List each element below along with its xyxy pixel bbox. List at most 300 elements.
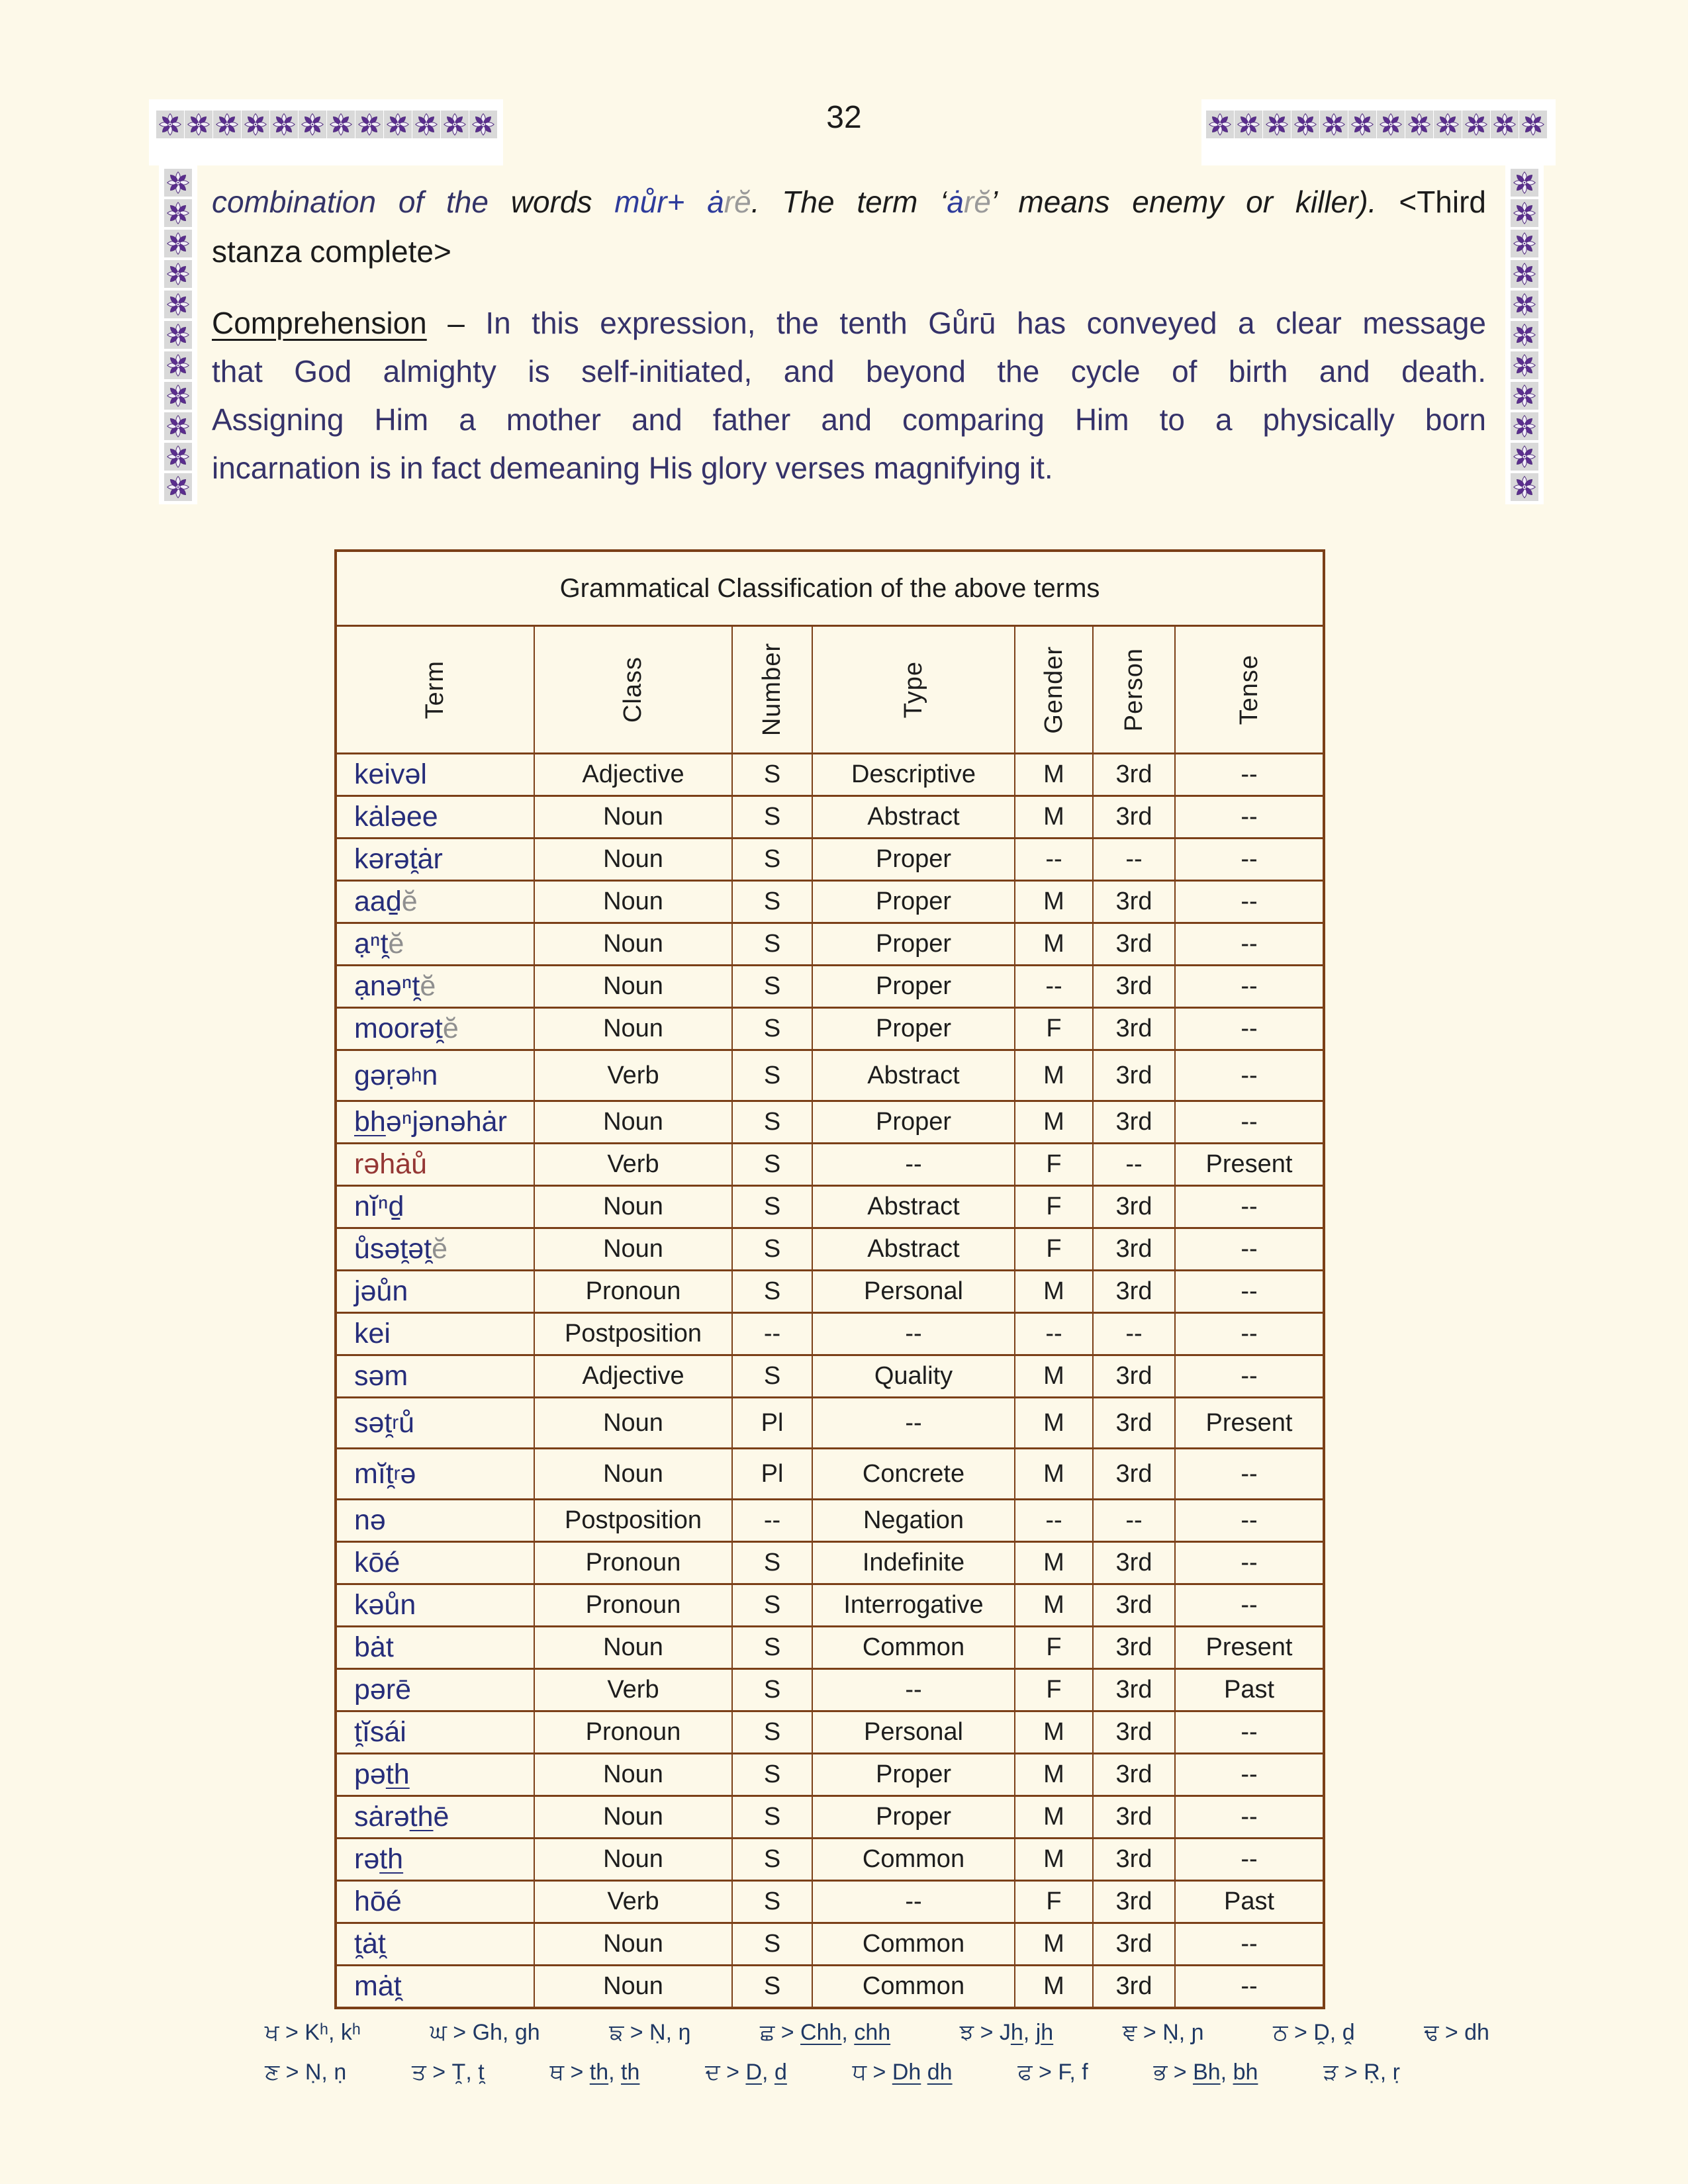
term-cell: [337, 1670, 535, 1710]
table-row: [337, 1356, 1323, 1398]
type-cell: Negation: [813, 1500, 1015, 1541]
term-cell: [337, 1585, 535, 1625]
table-row: [337, 1543, 1323, 1585]
type-cell: --: [813, 1144, 1015, 1185]
transliteration-key-row-2: [265, 2060, 1400, 2085]
table-row: [337, 1449, 1323, 1500]
number-cell: S: [733, 754, 813, 795]
class-cell: Verb: [535, 1882, 733, 1922]
column-header-term: [337, 627, 535, 752]
type-cell: --: [813, 1670, 1015, 1710]
class-cell: Noun: [535, 966, 733, 1007]
table-row: [337, 1102, 1323, 1144]
text-segment: ȧ: [707, 185, 724, 219]
number-cell: S: [733, 1966, 813, 2007]
tense-cell: --: [1241, 760, 1258, 788]
tense-cell: --: [1241, 1277, 1258, 1305]
flower-cell: [1511, 230, 1538, 257]
column-header-number: [733, 627, 813, 752]
number-cell: Pl: [733, 1398, 813, 1447]
tense-cell: --: [1241, 972, 1258, 1000]
term-segment: nə: [354, 1504, 386, 1536]
column-header-type: [813, 627, 1015, 752]
tense-cell: --: [1241, 845, 1258, 873]
term-segment: ē: [433, 1801, 449, 1833]
class-cell: Noun: [535, 1187, 733, 1227]
flower-icon: [165, 230, 191, 257]
transliteration-item: ਥ > th, th: [549, 2060, 640, 2085]
gender-cell: M: [1015, 1051, 1094, 1100]
term-cell: [337, 1009, 535, 1049]
class-cell: Verb: [535, 1670, 733, 1710]
type-cell: Proper: [813, 966, 1015, 1007]
number-cell: S: [733, 1585, 813, 1625]
text-segment: rĕ: [724, 185, 751, 219]
transliteration-item: ਠ > Ḓ, ḓ: [1273, 2020, 1355, 2045]
dash: –: [426, 306, 486, 340]
flower-cell: [164, 291, 192, 318]
type-cell: Concrete: [813, 1449, 1015, 1498]
text-segment: combination of the: [212, 185, 511, 219]
term-segment: ĕ: [420, 970, 436, 1002]
person-cell: 3rd: [1094, 1187, 1176, 1227]
term-cell: [337, 1187, 535, 1227]
class-cell: Noun: [535, 924, 733, 964]
table-row: [337, 1627, 1323, 1670]
flower-cell: [1511, 382, 1538, 410]
flower-cell: [1511, 443, 1538, 471]
term-segment: pərē: [354, 1674, 412, 1706]
table-row: [337, 1009, 1323, 1051]
tense-cell: Past: [1223, 1888, 1275, 1915]
term-segment: th: [379, 1843, 404, 1875]
paragraph-comprehension: [212, 299, 1486, 492]
flower-icon: [1511, 352, 1538, 379]
person-cell: 3rd: [1094, 1670, 1176, 1710]
flower-cell: [1511, 473, 1538, 501]
term-cell: [337, 1500, 535, 1541]
table-title: Grammatical Classification of the above terms: [337, 552, 1323, 627]
type-cell: Personal: [813, 1712, 1015, 1752]
number-cell: S: [733, 1144, 813, 1185]
person-cell: --: [1094, 1314, 1176, 1354]
term-cell: [337, 1356, 535, 1396]
text-segment: ’ means enemy or killer).: [990, 185, 1377, 219]
tense-cell: --: [1241, 1718, 1258, 1746]
table-row: [337, 1924, 1323, 1966]
term-cell: [337, 1882, 535, 1922]
term-cell: [337, 1449, 535, 1498]
flower-border-right: [1511, 169, 1538, 501]
class-cell: Noun: [535, 1398, 733, 1447]
class-cell: Pronoun: [535, 1585, 733, 1625]
term-segment: əⁿjənəhȧr: [385, 1106, 507, 1138]
flower-cell: [1511, 412, 1538, 440]
tense-cell: --: [1241, 1362, 1258, 1390]
type-cell: Proper: [813, 882, 1015, 922]
flower-icon: [165, 169, 191, 196]
text-segment: rĕ: [964, 185, 991, 219]
term-segment: gəṛə: [354, 1059, 412, 1091]
column-header-label: Person: [1119, 647, 1148, 732]
table-row: [337, 1754, 1323, 1797]
term-segment: hōé: [354, 1886, 402, 1917]
flower-icon: [165, 322, 191, 348]
transliteration-item: ਢ > dh: [1424, 2020, 1489, 2045]
term-segment: t̯ȧt̯: [354, 1928, 386, 1960]
term-segment: moorət̯: [354, 1013, 443, 1044]
flower-cell: [1511, 260, 1538, 288]
flower-cell: [1511, 291, 1538, 318]
gender-cell: --: [1015, 839, 1094, 880]
term-cell: [337, 1051, 535, 1100]
flower-icon: [165, 200, 191, 226]
paragraph-line: incarnation is in fact demeaning His glory verses magnifying it.: [212, 451, 1053, 485]
number-cell: S: [733, 1882, 813, 1922]
gender-cell: F: [1015, 1670, 1094, 1710]
flower-icon: [165, 413, 191, 439]
number-cell: S: [733, 1797, 813, 1837]
flower-icon: [165, 291, 191, 318]
gender-cell: M: [1015, 1543, 1094, 1583]
class-cell: Pronoun: [535, 1271, 733, 1312]
number-cell: S: [733, 1670, 813, 1710]
number-cell: S: [733, 924, 813, 964]
flower-cell: [1511, 321, 1538, 349]
number-cell: S: [733, 882, 813, 922]
transliteration-item: ਙ > Ṇ, ŋ: [609, 2020, 691, 2045]
table-row: [337, 1229, 1323, 1271]
gender-cell: M: [1015, 1839, 1094, 1880]
term-segment: th: [409, 1801, 434, 1833]
type-cell: Common: [813, 1924, 1015, 1964]
transliteration-key-row-1: [265, 2020, 1489, 2046]
person-cell: 3rd: [1094, 1398, 1176, 1447]
number-cell: --: [733, 1314, 813, 1354]
gender-cell: M: [1015, 1797, 1094, 1837]
person-cell: 3rd: [1094, 1051, 1176, 1100]
class-cell: Noun: [535, 1839, 733, 1880]
flower-icon: [165, 474, 191, 500]
flower-icon: [1511, 474, 1538, 500]
number-cell: S: [733, 1839, 813, 1880]
person-cell: 3rd: [1094, 1102, 1176, 1142]
person-cell: --: [1094, 839, 1176, 880]
column-header-label: Class: [619, 656, 647, 723]
flower-cell: [164, 260, 192, 288]
term-cell: [337, 1398, 535, 1447]
gender-cell: --: [1015, 966, 1094, 1007]
flower-cell: [164, 412, 192, 440]
term-segment: ůsət̯ət̯: [354, 1233, 432, 1265]
term-cell: [337, 924, 535, 964]
tense-cell: Present: [1205, 1408, 1293, 1437]
number-cell: S: [733, 1924, 813, 1964]
term-cell: [337, 1839, 535, 1880]
term-segment: səm: [354, 1360, 408, 1392]
term-segment: n: [422, 1059, 438, 1091]
number-cell: S: [733, 1754, 813, 1795]
class-cell: Noun: [535, 1966, 733, 2007]
type-cell: Proper: [813, 1102, 1015, 1142]
paragraph-line: Comprehension – In this expression, the tenth Gůrū has conveyed a clear message: [212, 306, 1486, 340]
term-segment: ạnəⁿt̯: [354, 970, 420, 1002]
number-cell: --: [733, 1500, 813, 1541]
person-cell: --: [1094, 1144, 1176, 1185]
gender-cell: F: [1015, 1187, 1094, 1227]
class-cell: Pronoun: [535, 1712, 733, 1752]
term-segment: sət̯: [354, 1406, 393, 1439]
person-cell: 3rd: [1094, 1009, 1176, 1049]
flower-cell: [1511, 351, 1538, 379]
flower-cell: [164, 230, 192, 257]
flower-cell: [164, 321, 192, 349]
column-header-class: [535, 627, 733, 752]
class-cell: Postposition: [535, 1500, 733, 1541]
term-cell: [337, 1102, 535, 1142]
term-segment: rəhȧů: [354, 1148, 427, 1180]
term-segment: mĭt̯: [354, 1457, 394, 1490]
number-cell: Pl: [733, 1449, 813, 1498]
tense-cell: --: [1241, 1845, 1258, 1873]
transliteration-item: ਘ > Gh, gh: [430, 2020, 540, 2045]
table-row: [337, 1882, 1323, 1924]
table-row: [337, 1271, 1323, 1314]
tense-cell: --: [1241, 930, 1258, 958]
type-cell: Quality: [813, 1356, 1015, 1396]
type-cell: Interrogative: [813, 1585, 1015, 1625]
term-segment: r: [392, 1412, 399, 1433]
flower-border-left: [164, 169, 192, 501]
tense-cell: --: [1241, 1972, 1258, 2000]
term-cell: [337, 1543, 535, 1583]
gender-cell: M: [1015, 1924, 1094, 1964]
person-cell: 3rd: [1094, 1449, 1176, 1498]
gender-cell: M: [1015, 1398, 1094, 1447]
paragraph-combination: [212, 177, 1486, 277]
gender-cell: --: [1015, 1314, 1094, 1354]
term-cell: [337, 1797, 535, 1837]
table-row: [337, 1314, 1323, 1356]
tense-cell: --: [1241, 1015, 1258, 1042]
flower-cell: [164, 199, 192, 227]
term-segment: kei: [354, 1318, 391, 1349]
table-row: [337, 1051, 1323, 1102]
type-cell: --: [813, 1314, 1015, 1354]
class-cell: Pronoun: [535, 1543, 733, 1583]
text-segment: . The term ‘: [751, 185, 947, 219]
paragraph-line: Assigning Him a mother and father and comparing Him to a physically born: [212, 402, 1486, 437]
transliteration-item: ਤ > T̯, t̯: [412, 2060, 485, 2085]
term-segment: aad̠: [354, 886, 402, 917]
gender-cell: M: [1015, 1585, 1094, 1625]
flower-icon: [165, 383, 191, 409]
flower-icon: [1511, 169, 1538, 196]
gender-cell: F: [1015, 1009, 1094, 1049]
flower-icon: [1511, 443, 1538, 470]
person-cell: 3rd: [1094, 1356, 1176, 1396]
number-cell: S: [733, 797, 813, 837]
tense-cell: --: [1241, 1930, 1258, 1958]
tense-cell: --: [1241, 887, 1258, 915]
class-cell: Adjective: [535, 754, 733, 795]
gender-cell: F: [1015, 1882, 1094, 1922]
term-cell: [337, 1712, 535, 1752]
term-cell: [337, 754, 535, 795]
type-cell: Proper: [813, 924, 1015, 964]
term-segment: ĕ: [388, 928, 404, 960]
tense-cell: --: [1241, 1235, 1258, 1263]
person-cell: 3rd: [1094, 924, 1176, 964]
column-header-label: Term: [421, 660, 449, 719]
tense-cell: --: [1241, 1193, 1258, 1220]
term-segment: keivəl: [354, 758, 427, 790]
class-cell: Verb: [535, 1144, 733, 1185]
flower-cell: [164, 351, 192, 379]
term-segment: pə: [354, 1758, 386, 1790]
table-row: [337, 882, 1323, 924]
page-number: 32: [826, 100, 862, 135]
term-segment: ĕ: [401, 886, 418, 917]
tense-cell: --: [1241, 1506, 1258, 1534]
tense-cell: --: [1241, 1591, 1258, 1619]
type-cell: Abstract: [813, 797, 1015, 837]
table-row: [337, 1797, 1323, 1839]
term-cell: [337, 966, 535, 1007]
type-cell: Abstract: [813, 1229, 1015, 1269]
column-header-gender: [1015, 627, 1094, 752]
person-cell: 3rd: [1094, 1924, 1176, 1964]
class-cell: Noun: [535, 882, 733, 922]
table-row: [337, 1670, 1323, 1712]
table-row: [337, 1187, 1323, 1229]
class-cell: Noun: [535, 1924, 733, 1964]
class-cell: Noun: [535, 1797, 733, 1837]
tense-cell: --: [1241, 1320, 1258, 1347]
term-segment: th: [385, 1758, 410, 1790]
paragraph-line: [212, 227, 1486, 277]
table-row: [337, 924, 1323, 966]
person-cell: 3rd: [1094, 882, 1176, 922]
tense-cell: --: [1241, 1760, 1258, 1788]
number-cell: S: [733, 1009, 813, 1049]
term-cell: [337, 797, 535, 837]
tense-cell: Present: [1205, 1633, 1293, 1661]
term-segment: mȧt̯: [354, 1970, 402, 2002]
person-cell: --: [1094, 1500, 1176, 1541]
class-cell: Noun: [535, 1229, 733, 1269]
term-segment: ạⁿt̯: [354, 928, 389, 960]
type-cell: Common: [813, 1627, 1015, 1668]
person-cell: 3rd: [1094, 1712, 1176, 1752]
number-cell: S: [733, 839, 813, 880]
term-segment: ə: [400, 1457, 416, 1490]
term-segment: t̯ĭsái: [354, 1716, 406, 1748]
tense-cell: --: [1241, 1108, 1258, 1136]
type-cell: Descriptive: [813, 754, 1015, 795]
type-cell: Proper: [813, 1797, 1015, 1837]
gender-cell: M: [1015, 1966, 1094, 2007]
gender-cell: M: [1015, 924, 1094, 964]
person-cell: 3rd: [1094, 1229, 1176, 1269]
person-cell: 3rd: [1094, 1966, 1176, 2007]
class-cell: Noun: [535, 1627, 733, 1668]
term-segment: sȧrə: [354, 1801, 410, 1833]
transliteration-item: ਭ > Bh, bh: [1153, 2060, 1258, 2085]
flower-icon: [1511, 413, 1538, 439]
term-segment: kōé: [354, 1547, 400, 1578]
column-header-label: Type: [899, 660, 927, 719]
person-cell: 3rd: [1094, 1797, 1176, 1837]
term-segment: bh: [354, 1106, 386, 1138]
person-cell: 3rd: [1094, 1271, 1176, 1312]
number-cell: S: [733, 1543, 813, 1583]
term-cell: [337, 1924, 535, 1964]
flower-cell: [164, 473, 192, 501]
number-cell: S: [733, 966, 813, 1007]
number-cell: S: [733, 1356, 813, 1396]
table-row: [337, 1966, 1323, 2007]
table-row: [337, 754, 1323, 797]
text-segment: words: [510, 185, 615, 219]
term-segment: ů: [399, 1406, 415, 1439]
term-segment: kəůn: [354, 1589, 416, 1621]
column-header-tense: [1176, 627, 1323, 752]
term-segment: ĕ: [442, 1013, 459, 1044]
transliteration-item: ਝ > Jh, jh: [959, 2020, 1054, 2045]
number-cell: S: [733, 1187, 813, 1227]
column-header-label: Number: [758, 643, 786, 737]
term-segment: h: [411, 1064, 422, 1086]
person-cell: 3rd: [1094, 1882, 1176, 1922]
class-cell: Adjective: [535, 1356, 733, 1396]
number-cell: S: [733, 1229, 813, 1269]
type-cell: Common: [813, 1966, 1015, 2007]
gender-cell: M: [1015, 1712, 1094, 1752]
tense-cell: --: [1241, 1061, 1258, 1089]
term-cell: [337, 1144, 535, 1185]
class-cell: Noun: [535, 1449, 733, 1498]
term-segment: bȧt: [354, 1631, 394, 1663]
person-cell: 3rd: [1094, 754, 1176, 795]
gender-cell: F: [1015, 1229, 1094, 1269]
term-cell: [337, 1229, 535, 1269]
flower-icon: [1511, 383, 1538, 409]
table-row: [337, 1839, 1323, 1882]
transliteration-item: ਫ > F, f: [1017, 2060, 1088, 2085]
term-segment: ĕ: [432, 1233, 448, 1265]
column-header-label: Gender: [1039, 645, 1068, 734]
tense-cell: Past: [1223, 1676, 1275, 1704]
gender-cell: M: [1015, 754, 1094, 795]
person-cell: 3rd: [1094, 797, 1176, 837]
transliteration-item: ਣ > Ṇ, ṇ: [265, 2060, 347, 2085]
gender-cell: M: [1015, 1754, 1094, 1795]
person-cell: 3rd: [1094, 1585, 1176, 1625]
tense-cell: Present: [1205, 1150, 1293, 1178]
number-cell: S: [733, 1271, 813, 1312]
transliteration-item: ਖ > Kʰ, kʰ: [265, 2020, 361, 2045]
text-segment: můr+: [614, 185, 708, 219]
table-row: [337, 797, 1323, 839]
class-cell: Verb: [535, 1051, 733, 1100]
transliteration-item: ਧ > Dh dh: [852, 2060, 953, 2085]
text-segment: ȧ: [947, 185, 964, 219]
flower-icon: [165, 352, 191, 379]
term-segment: kȧləee: [354, 801, 438, 833]
gender-cell: --: [1015, 1500, 1094, 1541]
table-row: [337, 1398, 1323, 1449]
